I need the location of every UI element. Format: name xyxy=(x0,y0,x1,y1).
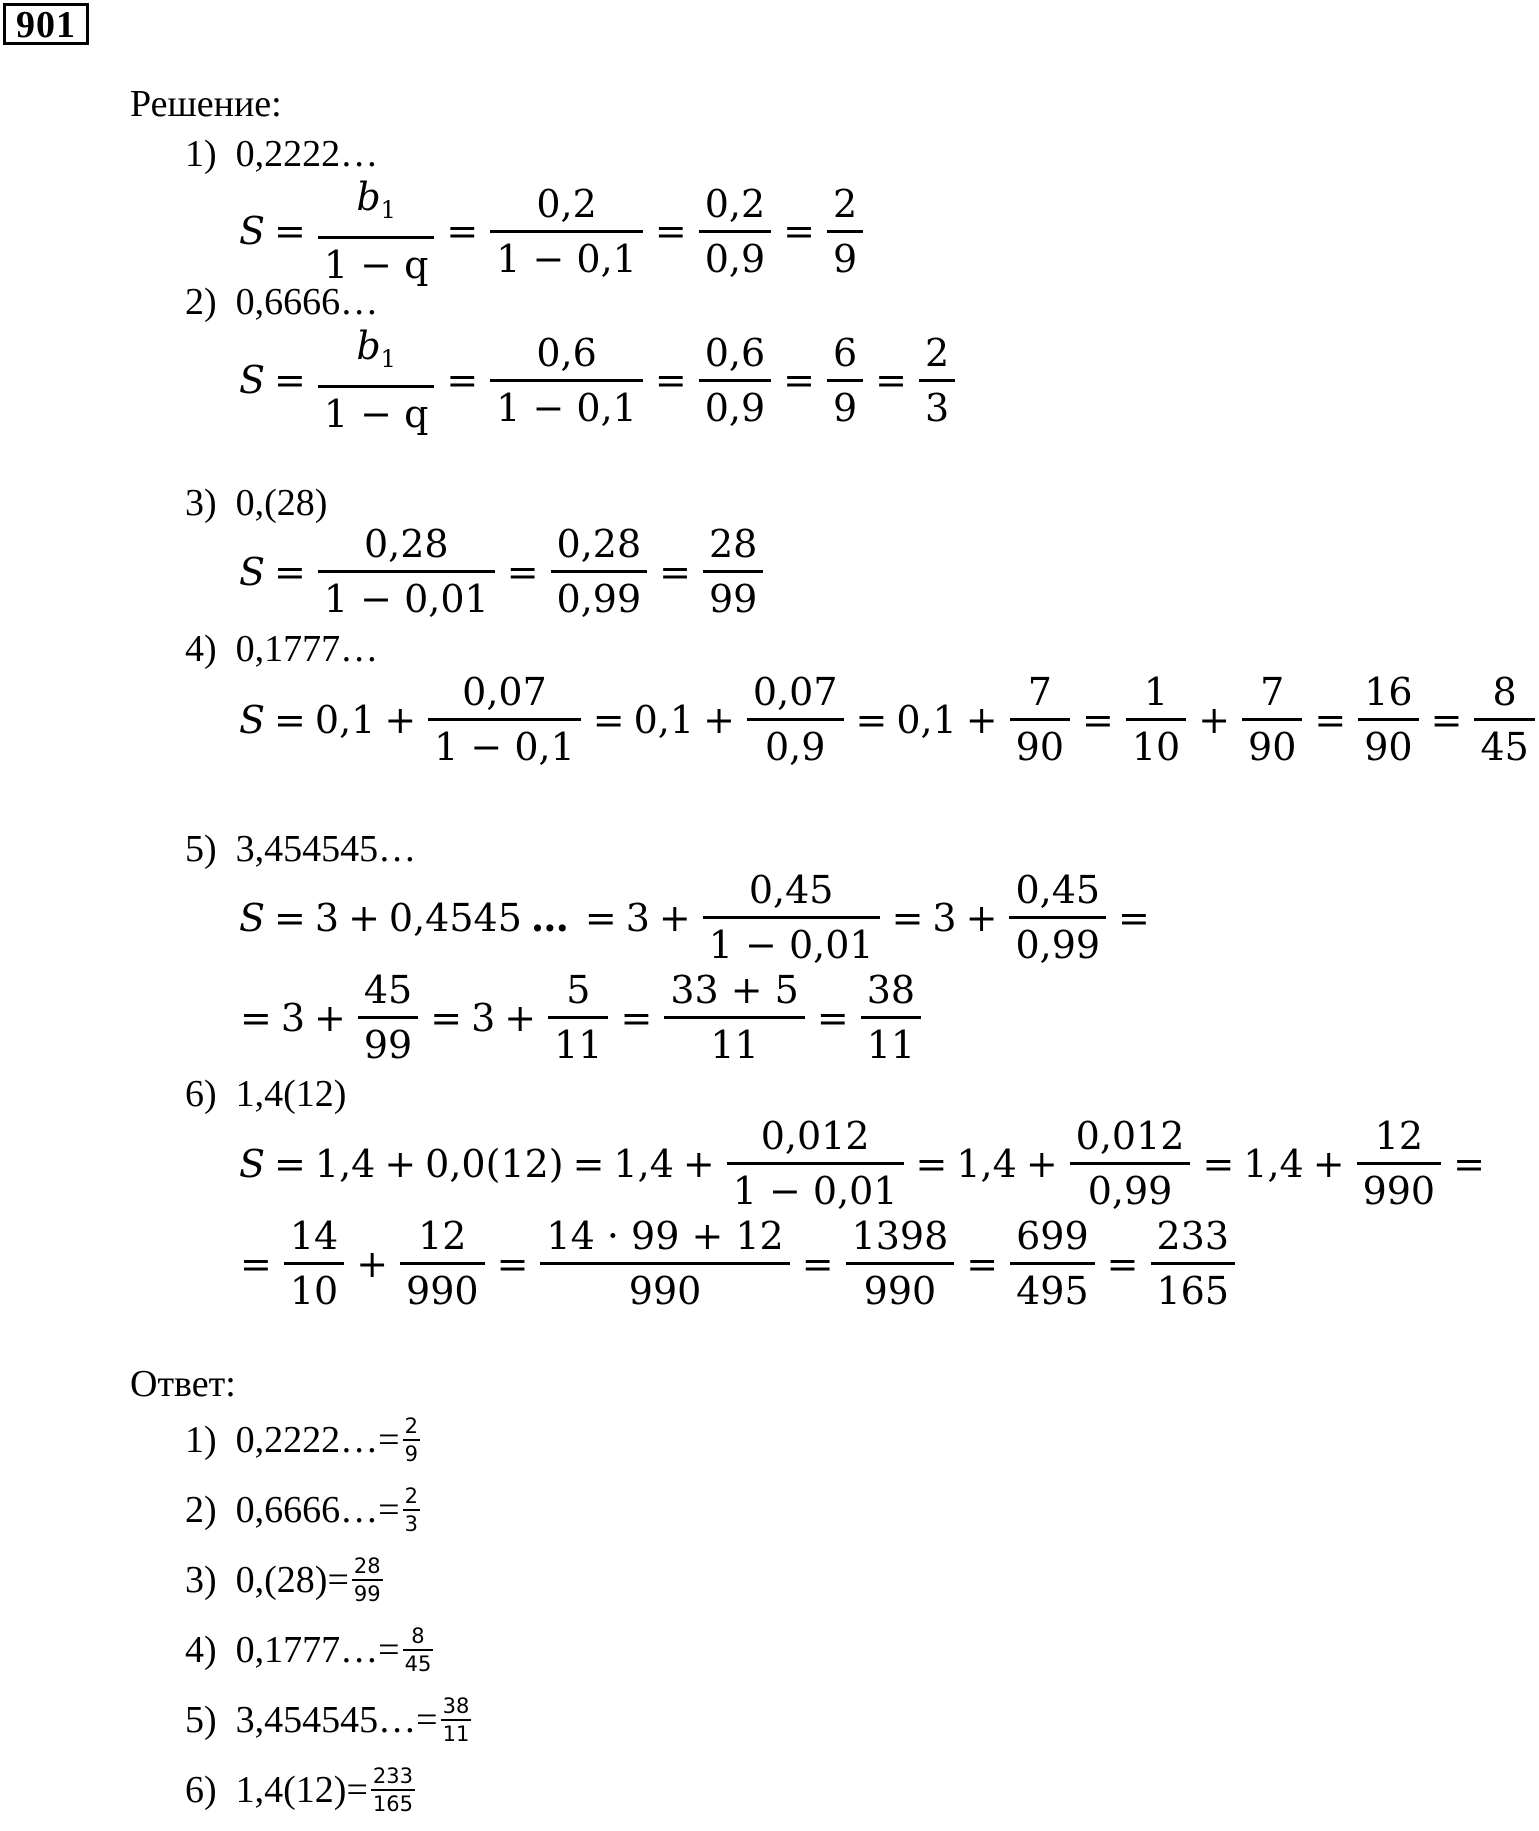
fraction: $\frac{14 \cdot 99 + 12}{990}$ xyxy=(540,1214,789,1313)
fraction: $\frac{0,012}{1 - 0,01}$ xyxy=(727,1114,904,1213)
fraction: $\frac{12}{990}$ xyxy=(1357,1114,1442,1213)
answer-row-2: 2) 0,6666…= 2 3 xyxy=(185,1484,418,1536)
item-4-label: 4) 0,1777… xyxy=(185,628,379,670)
equation-1: S = $\frac{b_1}{1 - q}$ = $\frac{0,2}{1 - 0,1}$ = $\frac{0,2}{0,9}$ = $\frac{2}{9}$ xyxy=(238,175,867,287)
fraction: $\frac{0,45}{1 - 0,01}$ xyxy=(703,868,880,967)
item-5-label: 5) 3,454545… xyxy=(185,828,417,870)
fraction: $\frac{0,28}{0,99}$ xyxy=(551,522,648,621)
answer-fraction: 28 99 xyxy=(353,1554,381,1606)
fraction: $\frac{2}{9}$ xyxy=(827,182,863,281)
fraction: $\frac{0,2}{0,9}$ xyxy=(699,182,771,281)
fraction: $\frac{5}{11}$ xyxy=(548,968,608,1067)
fraction: $\frac{16}{90}$ xyxy=(1358,670,1418,769)
fraction: $\frac{33 + 5}{11}$ xyxy=(664,968,805,1067)
fraction: $\frac{0,28}{1 - 0,01}$ xyxy=(318,522,495,621)
equation-5a: S = 3 + 0,4545 … = 3 + $\frac{0,45}{1 - 0,01}$ = 3 + $\frac{0,45}{0,99}$ = xyxy=(239,868,1150,967)
answer-fraction: 2 3 xyxy=(404,1484,418,1536)
fraction: $\frac{0,07}{1 - 0,1}$ xyxy=(428,670,581,769)
answer-heading: Ответ: xyxy=(130,1363,236,1405)
fraction: $\frac{1}{10}$ xyxy=(1126,670,1186,769)
fraction: $\frac{7}{90}$ xyxy=(1010,670,1070,769)
problem-number-badge: 901 xyxy=(3,3,89,45)
fraction: $\frac{12}{990}$ xyxy=(400,1214,485,1313)
fraction: $\frac{0,6}{0,9}$ xyxy=(699,331,771,430)
item-6-label: 6) 1,4(12) xyxy=(185,1073,347,1115)
answer-row-6: 6) 1,4(12)= 233 165 xyxy=(185,1764,413,1816)
answer-fraction: 38 11 xyxy=(442,1694,470,1746)
equation-3: S = $\frac{0,28}{1 - 0,01}$ = $\frac{0,28}{0,99}$ = $\frac{28}{99}$ xyxy=(238,522,767,621)
answer-row-1: 1) 0,2222…= 2 9 xyxy=(185,1414,418,1466)
fraction: $\frac{0,45}{0,99}$ xyxy=(1009,868,1106,967)
equation-6b: = $\frac{14}{10}$ + $\frac{12}{990}$ = $\frac{14 \cdot 99 + 12}{990}$ = $\frac{1398}{990}$ = $\frac{699}{495}$ = $\frac{233}{165}$ xyxy=(232,1214,1239,1313)
solution-heading: Решение: xyxy=(130,83,282,125)
fraction: $\frac{45}{99}$ xyxy=(358,968,418,1067)
fraction: $\frac{b_1}{1 - q}$ xyxy=(318,175,435,287)
equation-5b: = 3 + $\frac{45}{99}$ = 3 + $\frac{5}{11}$ = $\frac{33 + 5}{11}$ = $\frac{38}{11}$ xyxy=(232,968,925,1067)
fraction: $\frac{6}{9}$ xyxy=(827,331,863,430)
fraction: $\frac{0,012}{0,99}$ xyxy=(1070,1114,1191,1213)
fraction: $\frac{0,6}{1 - 0,1}$ xyxy=(490,331,643,430)
item-3-label: 3) 0,(28) xyxy=(185,482,328,524)
fraction: $\frac{0,07}{0,9}$ xyxy=(747,670,844,769)
fraction: $\frac{28}{99}$ xyxy=(703,522,763,621)
fraction: $\frac{233}{165}$ xyxy=(1151,1214,1236,1313)
fraction: $\frac{0,2}{1 - 0,1}$ xyxy=(490,182,643,281)
answer-fraction: 2 9 xyxy=(404,1414,418,1466)
equation-4: S = 0,1 + $\frac{0,07}{1 - 0,1}$ = 0,1 + $\frac{0,07}{0,9}$ = 0,1 + $\frac{7}{90}$ = $\frac{1}{10}$ + $\frac{7}{90}$ = $\frac{16}{90}$ = $\frac{8}{45}$ xyxy=(238,670,1539,769)
fraction: $\frac{38}{11}$ xyxy=(861,968,921,1067)
answer-fraction: 233 165 xyxy=(372,1764,413,1816)
item-2-label: 2) 0,6666… xyxy=(185,281,379,323)
item-1-label: 1) 0,2222… xyxy=(185,133,379,175)
fraction: $\frac{14}{10}$ xyxy=(284,1214,344,1313)
fraction: $\frac{8}{45}$ xyxy=(1474,670,1534,769)
equation-6a: S = 1,4 + 0,0(12) = 1,4 + $\frac{0,012}{1 - 0,01}$ = 1,4 + $\frac{0,012}{0,99}$ = 1,4 + $\frac{12}{990}$ = xyxy=(239,1114,1485,1213)
answer-row-3: 3) 0,(28)= 28 99 xyxy=(185,1554,381,1606)
fraction: $\frac{7}{90}$ xyxy=(1242,670,1302,769)
fraction: $\frac{1398}{990}$ xyxy=(846,1214,955,1313)
fraction: $\frac{699}{495}$ xyxy=(1010,1214,1095,1313)
equation-2: S = $\frac{b_1}{1 - q}$ = $\frac{0,6}{1 - 0,1}$ = $\frac{0,6}{0,9}$ = $\frac{6}{9}$ = $\frac{2}{3}$ xyxy=(238,324,959,436)
answer-row-4: 4) 0,1777…= 8 45 xyxy=(185,1624,432,1676)
answer-row-5: 5) 3,454545…= 38 11 xyxy=(185,1694,470,1746)
fraction: $\frac{2}{3}$ xyxy=(919,331,955,430)
fraction: $\frac{b_1}{1 - q}$ xyxy=(318,324,435,436)
answer-fraction: 8 45 xyxy=(404,1624,432,1676)
